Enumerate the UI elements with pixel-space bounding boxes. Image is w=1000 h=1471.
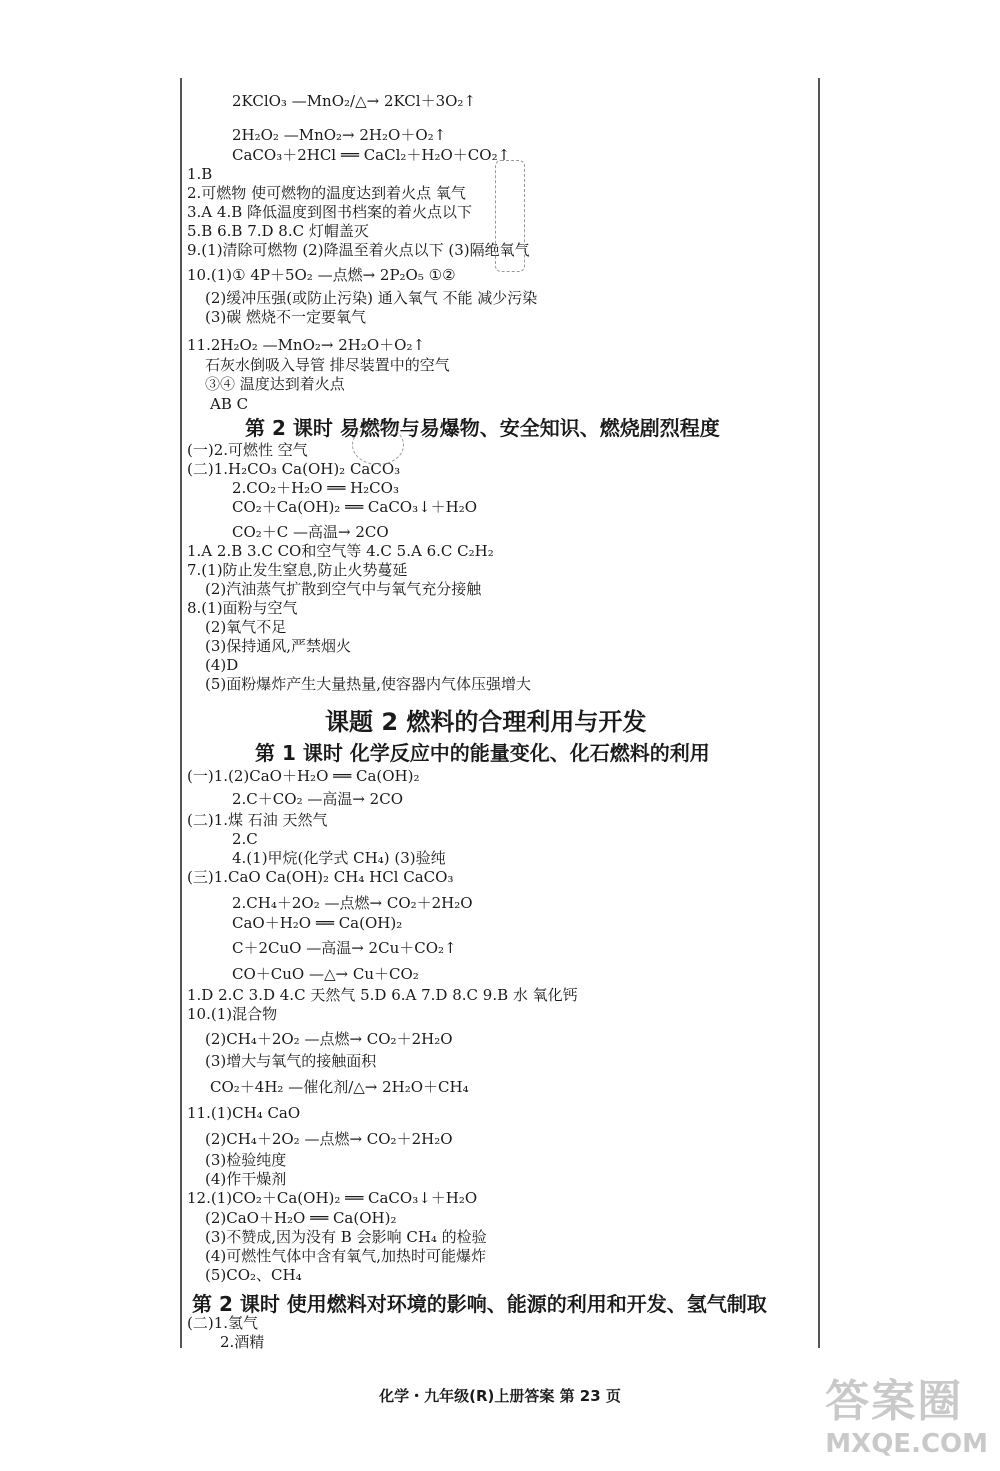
answer-line: (三)1.CaO Ca(OH)₂ CH₄ HCl CaCO₃ — [187, 868, 454, 886]
answer-line: 2.CH₄＋2O₂ —点燃→ CO₂＋2H₂O — [232, 894, 473, 912]
answer-line: (4)D — [205, 656, 239, 674]
answer-line: 3.A 4.B 降低温度到图书档案的着火点以下 — [187, 203, 473, 221]
answer-line: (3)保持通风,严禁烟火 — [205, 637, 352, 655]
answer-line: 2.CO₂＋H₂O ══ H₂CO₃ — [232, 479, 399, 497]
answer-line: CO₂＋4H₂ —催化剂/△→ 2H₂O＋CH₄ — [210, 1078, 469, 1096]
answer-line: 11.2H₂O₂ —MnO₂→ 2H₂O＋O₂↑ — [187, 336, 426, 354]
answer-line: C＋2CuO —高温→ 2Cu＋CO₂↑ — [232, 939, 457, 957]
answer-line: 石灰水倒吸入导管 排尽装置中的空气 — [205, 356, 450, 374]
lesson-heading: 第 1 课时 化学反应中的能量变化、化石燃料的利用 — [255, 741, 710, 765]
answer-line: (2)氧气不足 — [205, 618, 287, 636]
answer-line: 11.(1)CH₄ CaO — [187, 1104, 301, 1122]
answer-line: (二)1.H₂CO₃ Ca(OH)₂ CaCO₃ — [187, 460, 401, 478]
answer-line: CO＋CuO —△→ Cu＋CO₂ — [232, 965, 419, 983]
answer-line: 5.B 6.B 7.D 8.C 灯帽盖灭 — [187, 222, 369, 240]
answer-line: (二)1.氢气 — [187, 1314, 259, 1332]
answer-line: (3)碳 燃烧不一定要氧气 — [205, 308, 367, 326]
answer-line: CaCO₃＋2HCl ══ CaCl₂＋H₂O＋CO₂↑ — [232, 146, 511, 164]
answer-line: 2.C — [232, 830, 258, 848]
answer-line: (一)1.(2)CaO＋H₂O ══ Ca(OH)₂ — [187, 767, 420, 785]
answer-line: (2)汽油蒸气扩散到空气中与氧气充分接触 — [205, 580, 482, 598]
watermark-logo-text: 答案圈 — [825, 1376, 964, 1427]
answer-line: (一)2.可燃性 空气 — [187, 441, 308, 459]
answer-line: (2)CH₄＋2O₂ —点燃→ CO₂＋2H₂O — [205, 1030, 453, 1048]
answer-line: (2)缓冲压强(或防止污染) 通入氧气 不能 减少污染 — [205, 289, 538, 307]
answer-line: (3)检验纯度 — [205, 1151, 287, 1169]
left-margin-rule — [180, 78, 182, 1348]
faint-stamp-mark — [495, 160, 525, 272]
answer-line: (5)CO₂、CH₄ — [205, 1266, 302, 1284]
answer-line: (5)面粉爆炸产生大量热量,使容器内气体压强增大 — [205, 675, 532, 693]
answer-line: 7.(1)防止发生窒息,防止火势蔓延 — [187, 561, 408, 579]
lesson-heading: 第 2 课时 使用燃料对环境的影响、能源的利用和开发、氢气制取 — [192, 1292, 767, 1316]
answer-line: CO₂＋C —高温→ 2CO — [232, 523, 389, 541]
faint-stamp-mark — [352, 425, 404, 465]
right-margin-rule — [818, 78, 820, 1348]
answer-line: (4)作干燥剂 — [205, 1170, 287, 1188]
answer-line: 2.C＋CO₂ —高温→ 2CO — [232, 790, 403, 808]
answer-line: (2)CaO＋H₂O ══ Ca(OH)₂ — [205, 1209, 397, 1227]
answer-line: 2.酒精 — [220, 1333, 265, 1351]
topic-heading: 课题 2 燃料的合理利用与开发 — [325, 708, 647, 736]
answer-line: 12.(1)CO₂＋Ca(OH)₂ ══ CaCO₃↓＋H₂O — [187, 1189, 478, 1207]
answer-line: 4.(1)甲烷(化学式 CH₄) (3)验纯 — [232, 849, 446, 867]
answer-line: 1.A 2.B 3.C CO和空气等 4.C 5.A 6.C C₂H₂ — [187, 542, 494, 560]
answer-line: (2)CH₄＋2O₂ —点燃→ CO₂＋2H₂O — [205, 1130, 453, 1148]
answer-line: (4)可燃性气体中含有氧气,加热时可能爆炸 — [205, 1247, 487, 1265]
answer-line: (二)1.煤 石油 天然气 — [187, 811, 328, 829]
answer-line: 2KClO₃ —MnO₂/△→ 2KCl＋3O₂↑ — [232, 92, 476, 110]
site-watermark — [825, 1365, 988, 1459]
answer-line: 1.D 2.C 3.D 4.C 天然气 5.D 6.A 7.D 8.C 9.B 水 氧化钙 — [187, 986, 578, 1004]
answer-line: 2H₂O₂ —MnO₂→ 2H₂O＋O₂↑ — [232, 126, 447, 144]
answer-line: AB C — [210, 395, 249, 413]
answer-line: (3)不赞成,因为没有 B 会影响 CH₄ 的检验 — [205, 1228, 487, 1246]
answer-line: 9.(1)清除可燃物 (2)降温至着火点以下 (3)隔绝氧气 — [187, 241, 530, 259]
answer-line: CaO＋H₂O ══ Ca(OH)₂ — [232, 914, 403, 932]
answer-line: 10.(1)混合物 — [187, 1005, 278, 1023]
answer-line: 10.(1)① 4P＋5O₂ —点燃→ 2P₂O₅ ①② — [187, 266, 456, 284]
answer-line: CO₂＋Ca(OH)₂ ══ CaCO₃↓＋H₂O — [232, 498, 478, 516]
page-footer: 化学・九年级(R)上册答案 第 23 页 — [379, 1387, 621, 1405]
answer-line: ③④ 温度达到着火点 — [205, 375, 345, 393]
watermark-url: MXQE.COM — [825, 1429, 988, 1459]
answer-line: 8.(1)面粉与空气 — [187, 599, 298, 617]
answer-line: (3)增大与氧气的接触面积 — [205, 1052, 377, 1070]
answer-line: 1.B — [187, 165, 213, 183]
lesson-heading: 第 2 课时 易燃物与易爆物、安全知识、燃烧剧烈程度 — [245, 416, 720, 440]
answer-line: 2.可燃物 使可燃物的温度达到着火点 氧气 — [187, 184, 466, 202]
